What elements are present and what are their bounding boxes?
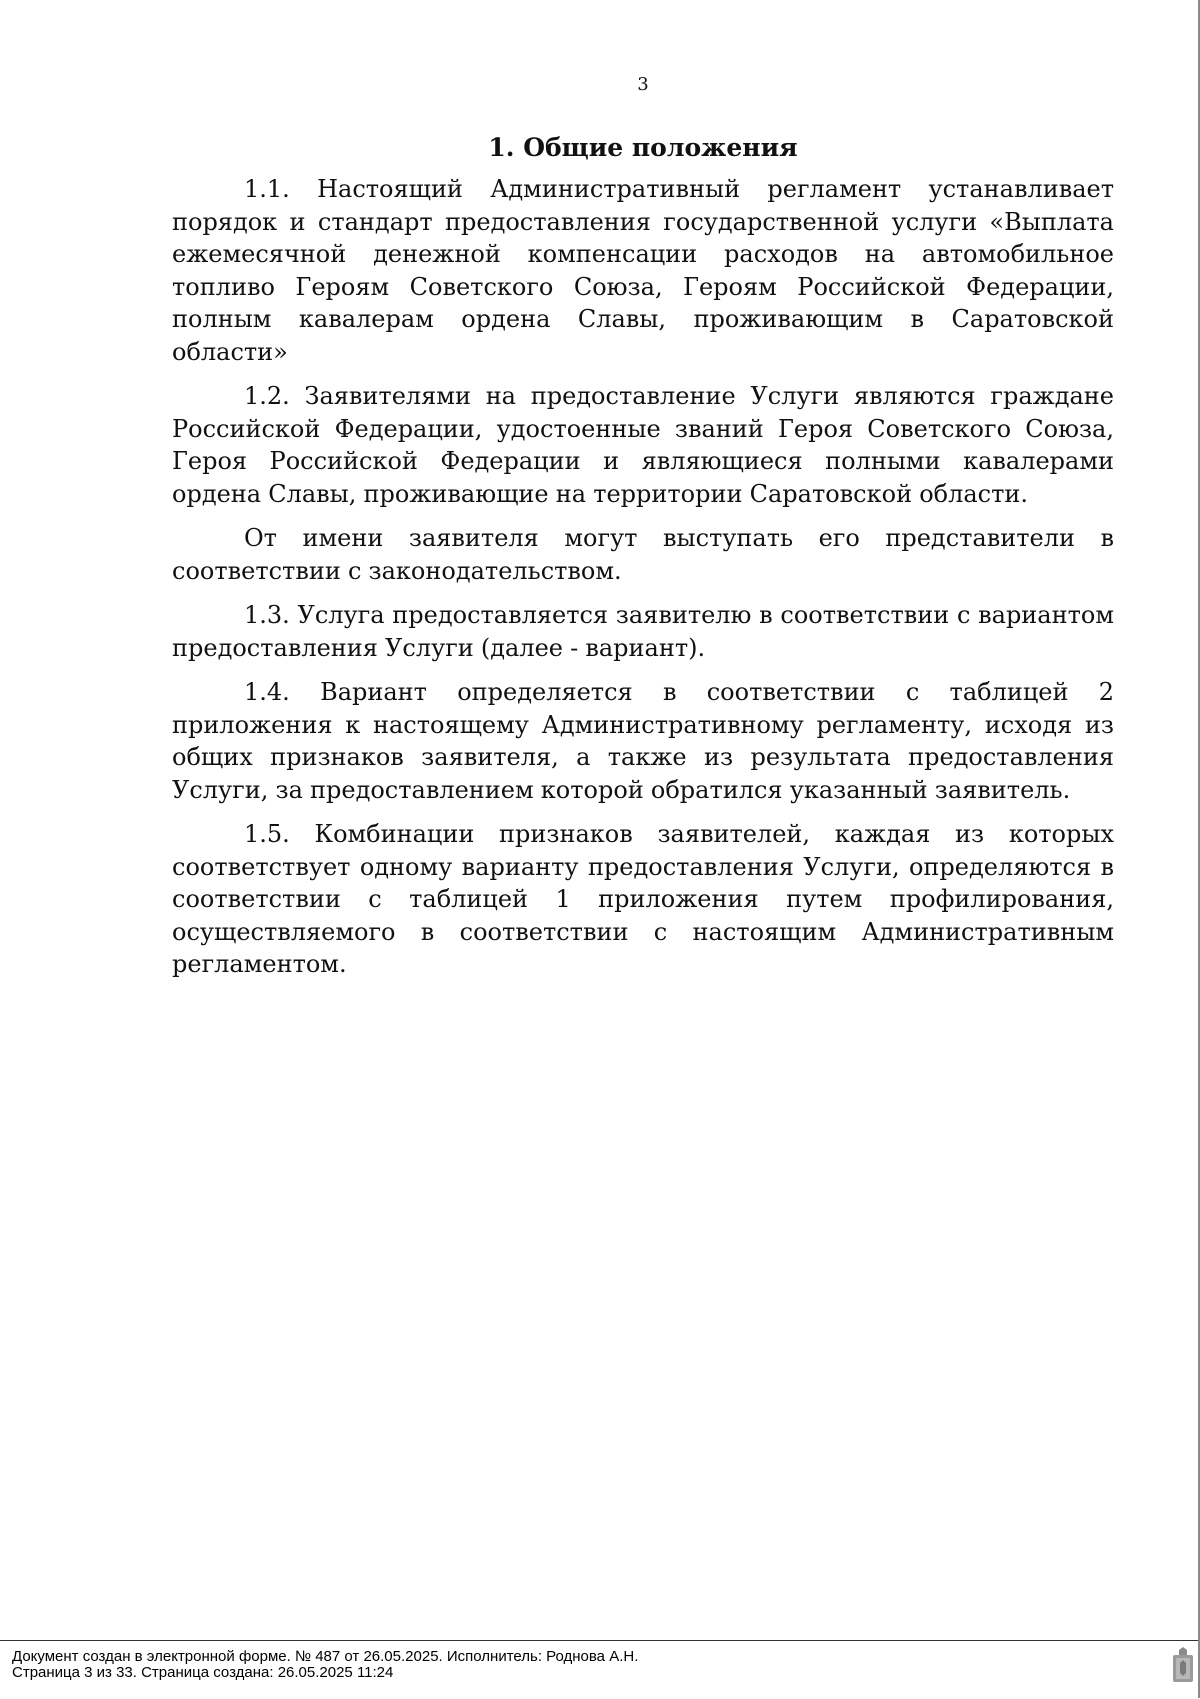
- paragraph-1-5: 1.5. Комбинации признаков заявителей, каждая из которых соответствует одному варианту предоставления Услуги, определяются в соответствии с таблицей 1 приложения путем профилирования, осуществляемого в соответствии с настоящим Административным регламентом.: [172, 820, 1114, 978]
- page-footer: [0, 1640, 1198, 1699]
- footer-document-info: Документ создан в электронной форме. № 487 от 26.05.2025. Исполнитель: Роднова А.Н.: [12, 1648, 639, 1665]
- paragraph-1-4: 1.4. Вариант определяется в соответствии с таблицей 2 приложения к настоящему Административному регламенту, исходя из общих признаков заявителя, а также из результата предоставления Услуги, за предоставлением которой обратился указанный заявитель.: [172, 678, 1114, 804]
- paragraph-representatives: От имени заявителя могут выступать его представители в соответствии с законодательством.: [172, 524, 1114, 585]
- paragraph-1-2: 1.2. Заявителями на предоставление Услуги являются граждане Российской Федерации, удостоенные званий Героя Советского Союза, Героя Российской Федерации и являющиеся полными кавалерами ордена Славы, проживающие на территории Саратовской области.: [172, 382, 1114, 508]
- paragraph-1-1: 1.1. Настоящий Административный регламент устанавливает порядок и стандарт предоставления государственной услуги «Выплата ежемесячной денежной компенсации расходов на автомобильное топливо Героям Советского Союза, Героям Российской Федерации, полным кавалерам ордена Славы, проживающим в Саратовской области»: [172, 175, 1114, 366]
- document-body: [172, 128, 1114, 993]
- page-number: 3: [637, 74, 649, 95]
- paragraph-1-3: 1.3. Услуга предоставляется заявителю в соответствии с вариантом предоставления Услуги (далее - вариант).: [172, 601, 1114, 662]
- footer-page-info: Страница 3 из 33. Страница создана: 26.05.2025 11:24: [12, 1664, 394, 1681]
- coat-of-arms-icon: [1172, 1647, 1194, 1683]
- section-title: 1. Общие положения: [488, 133, 798, 162]
